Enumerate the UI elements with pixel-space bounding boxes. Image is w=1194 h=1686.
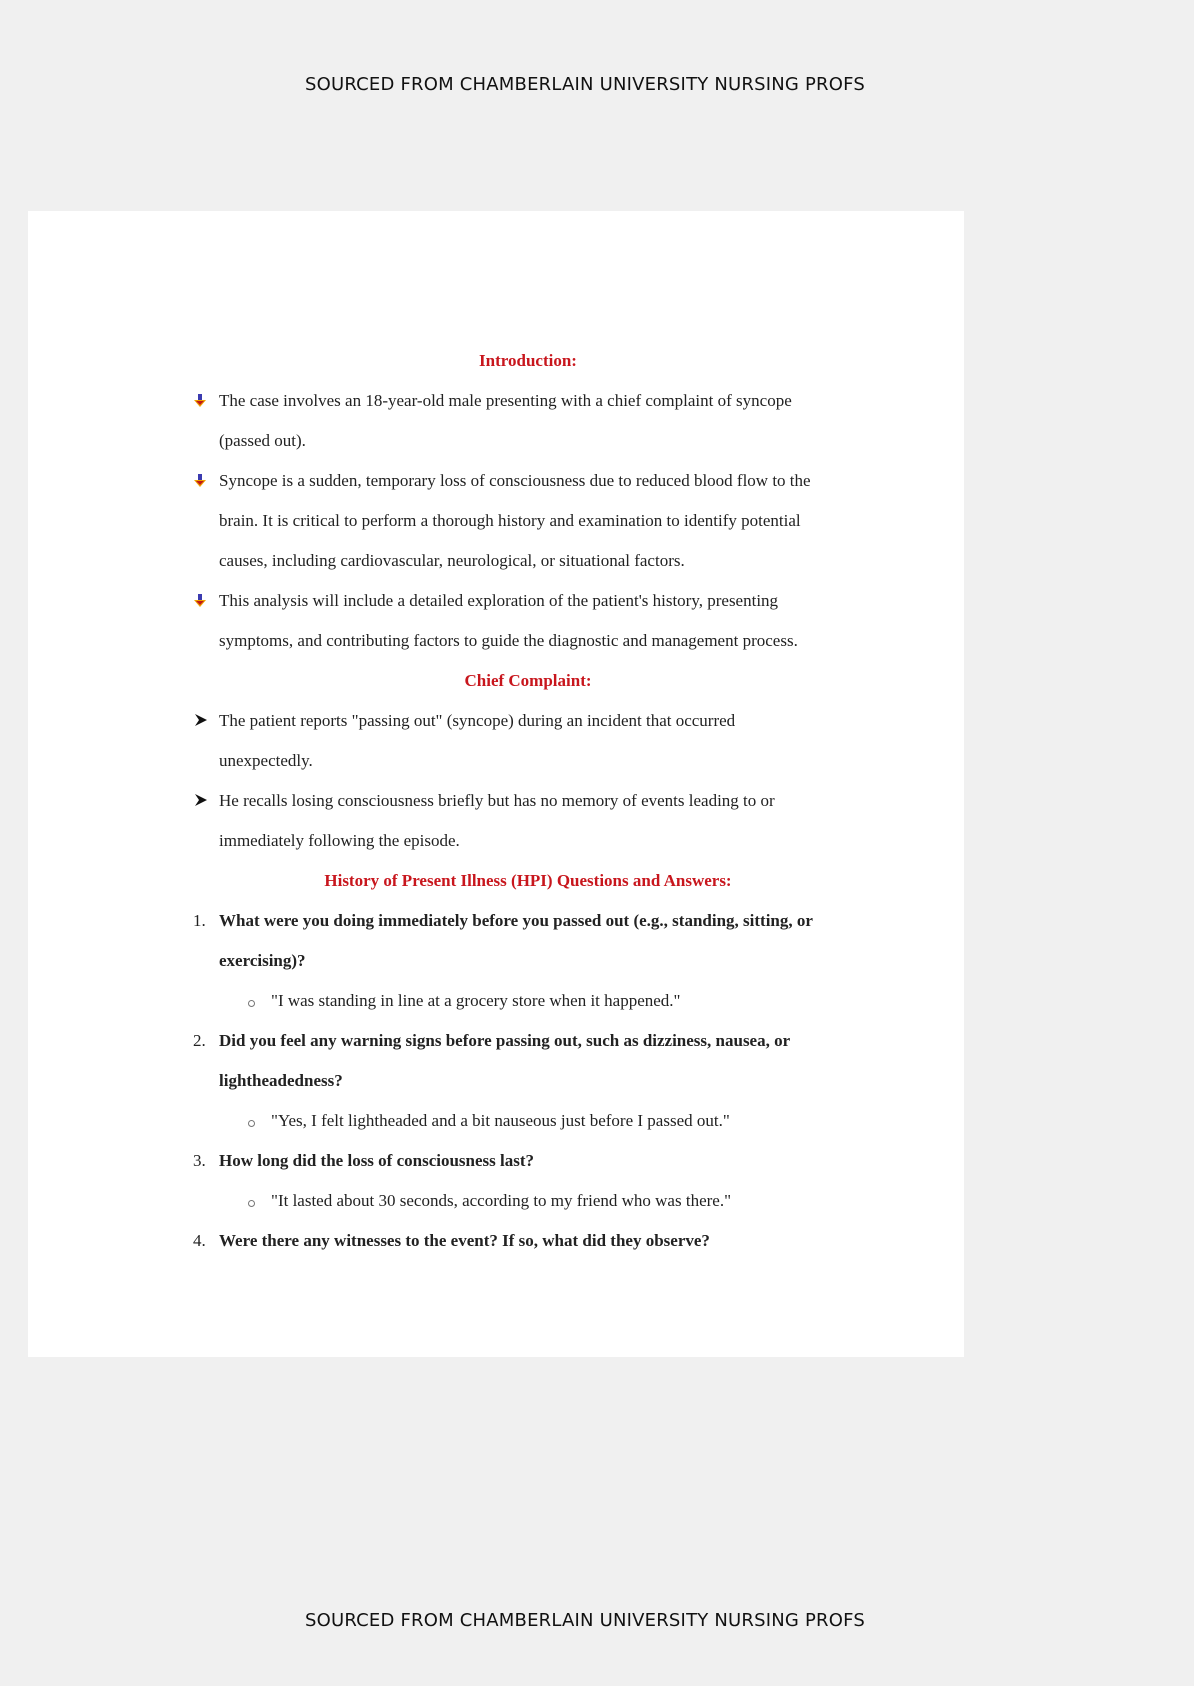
question-number: 4. xyxy=(193,1231,206,1250)
intro-bullet-line: This analysis will include a detailed exploration of the patient's history, presenting xyxy=(219,591,779,610)
complaint-bullet xyxy=(193,781,863,861)
answer-text: "It lasted about 30 seconds, according to my friend who was there." xyxy=(271,1191,732,1210)
hpi-question xyxy=(193,1021,863,1101)
hpi-question xyxy=(193,901,863,981)
intro-bullet-line: (passed out). xyxy=(219,431,306,450)
hpi-answer xyxy=(193,1101,863,1141)
question-number: 3. xyxy=(193,1151,206,1170)
hpi-answer xyxy=(193,981,863,1021)
hpi-heading: History of Present Illness (HPI) Questions and Answers: xyxy=(324,871,732,890)
answer-text: "Yes, I felt lightheaded and a bit nauseous just before I passed out." xyxy=(271,1111,730,1130)
circle-bullet-icon xyxy=(248,1200,255,1207)
question-line: Did you feel any warning signs before passing out, such as dizziness, nausea, or xyxy=(219,1031,791,1050)
document-page xyxy=(28,211,964,1357)
intro-bullet-line: brain. It is critical to perform a thorough history and examination to identify potential xyxy=(219,511,801,530)
circle-bullet-icon xyxy=(248,1120,255,1127)
hpi-question xyxy=(193,1141,863,1181)
source-note-top: SOURCED FROM CHAMBERLAIN UNIVERSITY NURSING PROFS xyxy=(304,74,865,95)
question-number: 1. xyxy=(193,911,206,930)
answer-text: "I was standing in line at a grocery store when it happened." xyxy=(271,991,681,1010)
intro-bullet-line: Syncope is a sudden, temporary loss of consciousness due to reduced blood flow to the xyxy=(219,471,811,490)
hpi-answer xyxy=(193,1181,863,1221)
document-content xyxy=(193,341,863,1261)
intro-bullet-line: symptoms, and contributing factors to guide the diagnostic and management process. xyxy=(219,631,798,650)
question-line: lightheadedness? xyxy=(219,1071,343,1090)
intro-bullet-line: The case involves an 18-year-old male presenting with a chief complaint of syncope xyxy=(219,391,792,410)
question-line: Were there any witnesses to the event? If so, what did they observe? xyxy=(219,1231,710,1250)
intro-bullet xyxy=(193,381,863,461)
complaint-bullet xyxy=(193,701,863,781)
complaint-bullet-line: He recalls losing consciousness briefly but has no memory of events leading to or xyxy=(219,791,775,810)
question-line: What were you doing immediately before you passed out (e.g., standing, sitting, or xyxy=(219,911,813,930)
intro-bullet xyxy=(193,461,863,581)
complaint-bullet-line: The patient reports "passing out" (syncope) during an incident that occurred xyxy=(219,711,736,730)
complaint-bullet-line: immediately following the episode. xyxy=(219,831,460,850)
question-line: exercising)? xyxy=(219,951,306,970)
hpi-question xyxy=(193,1221,863,1261)
introduction-heading: Introduction: xyxy=(479,351,577,370)
chief-complaint-heading: Chief Complaint: xyxy=(464,671,592,690)
source-note-bottom: SOURCED FROM CHAMBERLAIN UNIVERSITY NURSING PROFS xyxy=(304,1610,865,1631)
intro-bullet xyxy=(193,581,863,661)
question-line: How long did the loss of consciousness last? xyxy=(219,1151,535,1170)
circle-bullet-icon xyxy=(248,1000,255,1007)
intro-bullet-line: causes, including cardiovascular, neurological, or situational factors. xyxy=(219,551,685,570)
question-number: 2. xyxy=(193,1031,206,1050)
complaint-bullet-line: unexpectedly. xyxy=(219,751,313,770)
